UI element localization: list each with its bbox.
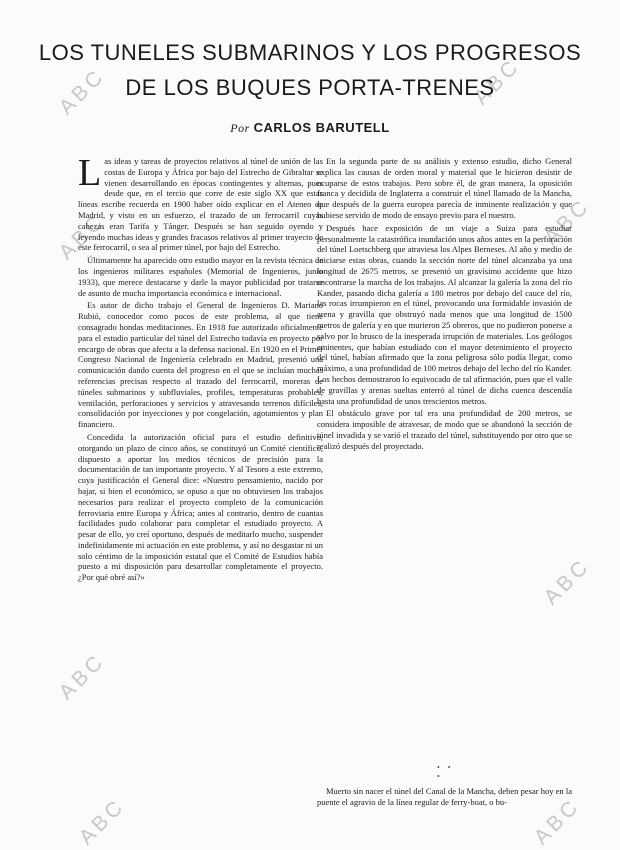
paragraph: Últimamente ha aparecido otro estudio mayor en la revista técnica de los ingenieros militares españoles (Memorial de Ingenieros, junio 1933), que merece destacarse y darle la mayor publicidad por tratarse de asunto de mucha importancia económica e internacional. <box>78 255 323 298</box>
watermark-bottom-right: ABC <box>529 794 585 850</box>
watermark-lower-right: ABC <box>539 554 595 610</box>
byline-author: CARLOS BARUTELL <box>253 120 390 135</box>
article-title-line-2: DE LOS BUQUES PORTA-TRENES <box>125 75 495 100</box>
paragraph-text: as ideas y tareas de proyectos relativos al túnel de unión de las costas de Europa y África por bajo del Estrecho de Gibraltar se vienen desarrollando en épocas contingentes y alternas, pues desde que, en el tercio que corre de este siglo XX que estas líneas escribe recuerda en 1900 haber oído explicar en el Ateneo de Madrid, y visto en un esfuerzo, el trazado de un ferrocarril cuyas cabezas eran Tarifa y Tánger. Después se han seguido oyendo y leyendo muchas ideas y grandes fracasos relativos al primer trayecto de este ferrocarril, o sea al primer túnel, por bajo del Estrecho. <box>78 156 323 253</box>
article-title-line-1: LOS TUNELES SUBMARINOS Y LOS PROGRESOS <box>38 40 582 65</box>
paragraph <box>78 152 323 253</box>
watermark-top-left: ABC <box>54 64 110 120</box>
byline-prefix: Por <box>230 121 250 135</box>
paragraph: En la segunda parte de su análisis y extenso estudio, dicho General explica las causas de orden moral y material que le hicieron desistir de ocuparse de estos trabajos. Pero sobre él, de gran manera, la oposición franca y decidida de Inglaterra a construir el túnel llamado de la Mancha, que después de la guerra europea parecía de inminente realización y que hubiese servido de modo de ensayo previo para el nuestro. <box>317 156 572 220</box>
watermark-top-right: ABC <box>469 54 525 110</box>
watermark-lower-left: ABC <box>54 649 110 705</box>
right-column <box>317 156 572 454</box>
paragraph: Muerto sin nacer el túnel del Canal de la Mancha, deben pesar hoy en la puente el agravio de la línea regular de ferry-boat, o bu- <box>317 786 572 807</box>
paragraph: El obstáculo grave por tal era una profundidad de 200 metros, se considera imposible de atravesar, de modo que se abandonó la sección de túnel invadida y se varió el trazado del túnel, substituyendo por otro que se realizó después del proyectado. <box>317 408 572 451</box>
paragraph: Es autor de dicho trabajo el General de Ingenieros D. Mariano Rubió, conocedor como pocos de este problema, al que tiene consagrado hondas meditaciones. En 1918 fue autorizado oficialmente para el estudio particular del túnel del Estrecho todavía en proyecto por encargo de obras que afecta a la defensa nacional. En 1920 en el Primer Congreso Nacional de Ingeniería celebrado en Madrid, presentó una comunicación dando cuenta del progreso en el que se incluían muchas referencias precisas respecto al trazado del ferrocarril, moreras de túneles submarinos y subfluviales, profiles, temperaturas probables, ventilación, perforaciones y servicios y atravesando terrenos difíciles, consolidación por inyecciones y por congelación, agotamientos y plan financiero. <box>78 300 323 430</box>
section-separator: • • • <box>437 763 454 781</box>
paragraph: Después hace exposición de un viaje a Suiza para estudiar personalmente la catastrófica inundación unos años antes en la perforación del túnel Loetschberg que atraviesa los Alpes Berneses. Al año y medio de iniciarse estas obras, cuando la sección norte del túnel alcanzaba ya una longitud de 2675 metros, se presentó un gravísimo accidente que hizo encontrarse la marcha de los trabajos. Al alcanzar la galería la zona del río Kander, pasando dicha galería a 180 metros por debajo del cauce del río, las rocas irrumpieron en el túnel, provocando una formidable invasión de arena y gravilla que obstruyó nada menos que una longitud de 1500 metros de galería y en que murieron 25 obreros, que no pudieron ponerse a salvo por lo brusco de la inesperada irrupción de materiales. Los geólogos eminentes, que habían estudiado con el mayor detenimiento el proyecto del túnel, habían afirmado que la zona peligrosa sólo podía llegar, como máximo, a una profundidad de 100 metros debajo del lecho del río Kander. Los hechos demostraron lo equivocado de tal afirmación, pues que el valle de gravillas y arenas sueltas enterró al túnel de dicha cuenca descendía hasta una profundidad de unos trescientos metros. <box>317 222 572 406</box>
watermark-mid-right: ABC <box>539 194 595 250</box>
paragraph: Concedida la autorización oficial para el estudio definitivo, otorgando un plazo de cinco años, se constituyó un Comité científico, dispuesto a aportar los medios técnicos de precisión para la documentación de tan importante proyecto. Y al Tesoro a este extremo, cuya justificación el General dice: «Nuestro pensamiento, nacido por bajar, si bien el económico, se opuso a que no obtuviesen los trabajos necesarios para realizar el proyecto completo de la comunicación ferroviaria entre Europa y África; antes al contrario, dentro de cuantas facilidades pudo colaborar para completar el estudiado proyecto. A pesar de ello, yo creí oportuno, después de meditarlo mucho, suspender indefinidamente mi actuación en este problema, y así no desgastar ni un solo céntimo de la imposición estatal que el Comité de Estudios había puesto a mi disposición para desarrollar completamente el proyecto. ¿Por qué obré así?» <box>78 431 323 583</box>
byline <box>0 120 620 136</box>
left-column <box>78 152 323 585</box>
right-column-continuation <box>317 786 572 808</box>
watermark-mid-left: ABC <box>54 209 110 265</box>
drop-cap: L <box>78 152 102 194</box>
watermark-bottom-left: ABC <box>74 794 130 850</box>
